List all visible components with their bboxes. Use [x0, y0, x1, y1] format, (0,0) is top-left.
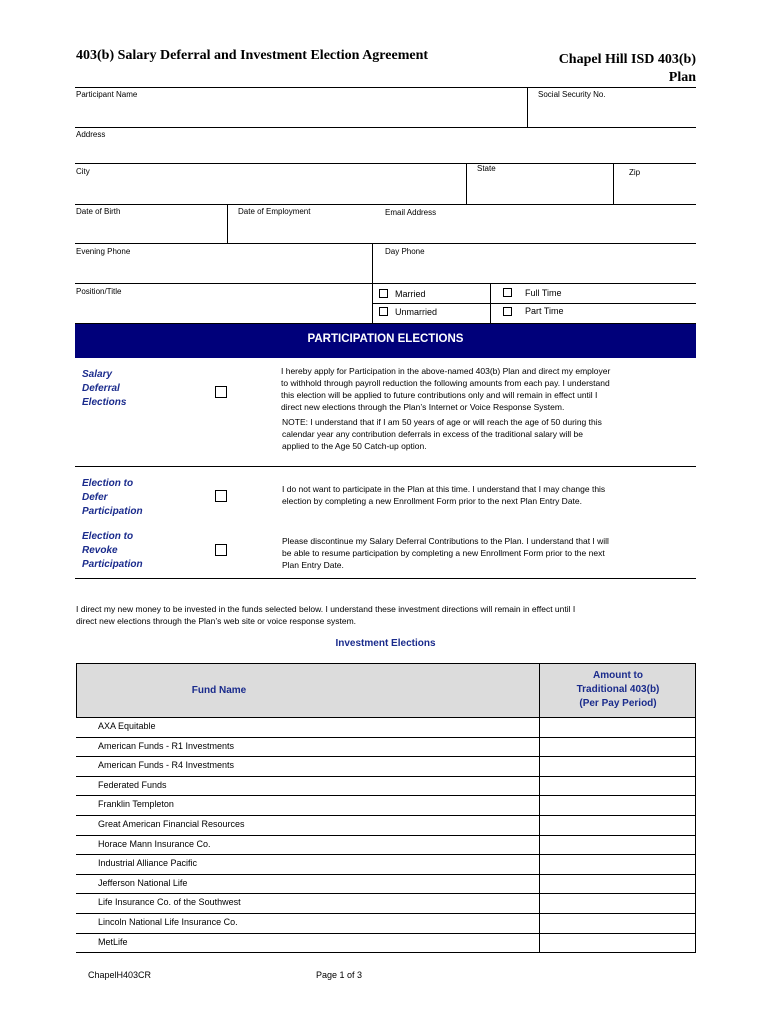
fund-amount-field[interactable] [539, 914, 696, 933]
full-time-label: Full Time [525, 288, 562, 298]
participation-banner-title: PARTICIPATION ELECTIONS [307, 333, 464, 345]
plan-name-line2: Plan [668, 70, 696, 85]
age50-note: NOTE: I understand that if I am 50 years of age or will reach the age of 50 during this calendar year any contribution deferrals in excess of the traditional salary will be applied to the Age 50 Catch-up option. [282, 417, 602, 451]
page-number: Page 1 of 3 [316, 970, 363, 980]
form-code: ChapelH403CR [88, 970, 152, 980]
fund-amount-field[interactable] [539, 934, 696, 953]
fund-row [76, 718, 696, 738]
dob-label: Date of Birth [76, 207, 121, 216]
fund-amount-field[interactable] [539, 816, 696, 835]
city-label: City [76, 167, 90, 176]
salary-deferral-label: Salary Deferral Elections [82, 369, 127, 408]
part-time-checkbox[interactable] [503, 307, 512, 316]
fund-name: MetLife [98, 936, 128, 947]
fund-amount-field[interactable] [539, 894, 696, 913]
day-phone-field[interactable] [374, 257, 695, 282]
participant-name-label: Participant Name [76, 90, 138, 99]
address-field[interactable] [76, 140, 695, 162]
fund-name: Industrial Alliance Pacific [98, 858, 198, 869]
position-label: Position/Title [76, 287, 122, 296]
evening-phone-label: Evening Phone [76, 247, 131, 256]
dob-field[interactable] [76, 218, 226, 242]
fund-name: Federated Funds [98, 779, 167, 790]
part-time-label: Part Time [525, 306, 564, 316]
fund-row [76, 777, 696, 797]
fund-name: AXA Equitable [98, 721, 156, 731]
investment-elections-heading: Investment Elections [335, 638, 436, 649]
fund-row [76, 796, 696, 816]
fund-name-column-header: Fund Name [191, 685, 247, 696]
salary-deferral-text: I hereby apply for Participation in the above-named 403(b) Plan and direct my employer to withhold through payroll reduction the following amounts from each pay. I understand this election will be applied to future contributions only and will remain in effect until I direct new elections through the Plan’s Internet or Voice Response System. [281, 366, 611, 412]
defer-participation-checkbox[interactable] [215, 490, 227, 502]
doe-label: Date of Employment [238, 207, 311, 216]
zip-label: Zip [629, 168, 641, 177]
defer-participation-label: Election to Defer Participation [82, 478, 143, 517]
fund-amount-field[interactable] [539, 875, 696, 894]
fund-amount-field[interactable] [539, 757, 696, 776]
married-label: Married [395, 289, 426, 299]
fund-row [76, 914, 696, 934]
unmarried-label: Unmarried [395, 307, 438, 317]
email-field[interactable] [383, 218, 695, 242]
participant-name-field[interactable] [76, 100, 526, 126]
unmarried-checkbox[interactable] [379, 307, 388, 316]
fund-amount-field[interactable] [539, 718, 696, 737]
position-field[interactable] [76, 297, 370, 323]
fund-amount-field[interactable] [539, 796, 696, 815]
investment-intro: I direct my new money to be invested in the funds selected below. I understand these investment directions will remain in effect until I direct new elections through the Plan’s web site or voice response system. [76, 604, 576, 626]
state-field[interactable] [468, 178, 612, 202]
fund-row [76, 875, 696, 895]
fund-name: Life Insurance Co. of the Southwest [98, 897, 241, 908]
fund-name: Franklin Templeton [98, 799, 174, 810]
married-checkbox[interactable] [379, 289, 388, 298]
zip-field[interactable] [615, 178, 695, 202]
revoke-participation-checkbox[interactable] [215, 544, 227, 556]
fund-name: American Funds - R4 Investments [98, 760, 235, 771]
fund-amount-field[interactable] [539, 777, 696, 796]
fund-name: Horace Mann Insurance Co. [98, 838, 211, 849]
fund-row [76, 855, 696, 875]
state-label: State [477, 164, 496, 173]
amount-column-header: Amount to Traditional 403(b) (Per Pay Period) [576, 670, 660, 709]
day-phone-label: Day Phone [385, 247, 425, 256]
fund-row [76, 836, 696, 856]
fund-row [76, 894, 696, 914]
address-label: Address [76, 130, 106, 139]
city-field[interactable] [76, 178, 464, 202]
fund-name: Jefferson National Life [98, 877, 188, 888]
fund-amount-field[interactable] [539, 836, 696, 855]
defer-participation-text: I do not want to participate in the Plan at this time. I understand that I may change this election by completing a new Enrollment Form prior to the next Plan Entry Date. [282, 484, 606, 506]
fund-row [76, 757, 696, 777]
email-label: Email Address [385, 208, 437, 217]
fund-row [76, 934, 696, 954]
form-title: 403(b) Salary Deferral and Investment Election Agreement [76, 48, 429, 63]
full-time-checkbox[interactable] [503, 288, 512, 297]
evening-phone-field[interactable] [76, 257, 370, 282]
fund-amount-field[interactable] [539, 738, 696, 757]
salary-deferral-checkbox[interactable] [215, 386, 227, 398]
fund-row [76, 816, 696, 836]
revoke-participation-label: Election to Revoke Participation [82, 531, 143, 570]
fund-name: Lincoln National Life Insurance Co. [98, 917, 238, 927]
plan-name-line1: Chapel Hill ISD 403(b) [558, 52, 696, 67]
revoke-participation-text: Please discontinue my Salary Deferral Contributions to the Plan. I understand that I will be able to resume participation by completing a new Enrollment Form prior to the next Plan Entry Date. [282, 536, 609, 570]
fund-name: American Funds - R1 Investments [98, 740, 235, 751]
ssn-label: Social Security No. [538, 90, 606, 99]
doe-field[interactable] [229, 218, 379, 242]
fund-name: Great American Financial Resources [98, 819, 245, 829]
fund-row [76, 738, 696, 758]
ssn-field[interactable] [529, 100, 695, 126]
fund-amount-field[interactable] [539, 855, 696, 874]
